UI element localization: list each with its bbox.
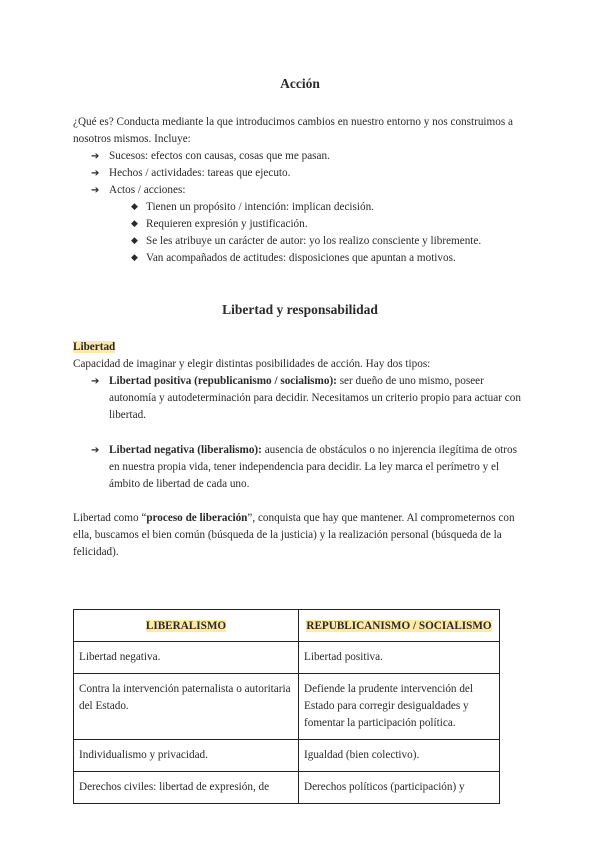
table-cell: Derechos políticos (participación) y [299, 772, 500, 804]
diamond-bullet-icon: ◆ [131, 219, 138, 229]
table-cell: Libertad positiva. [299, 642, 500, 674]
libertad-closing: Libertad como “proceso de liberación”, conquista que hay que mantener. Al comprometernos con ella, buscamos el bien común (búsqueda de la justicia) y la realización personal (búsqueda de la felicidad). [73, 512, 515, 558]
table-cell: Defiende la prudente intervención del Estado para corregir desigualdades y fomentar la participación política. [299, 674, 500, 740]
list-item: ➔ Actos / acciones: [91, 182, 528, 199]
list-item: ◆ Se les atribuye un carácter de autor: yo los realizo consciente y libremente. [131, 233, 531, 250]
libertad-intro: Capacidad de imaginar y elegir distintas posibilidades de acción. Hay dos tipos: [73, 358, 431, 370]
actos-sublist [131, 199, 531, 267]
list-item: ◆ Van acompañados de actitudes: disposiciones que apuntan a motivos. [131, 250, 531, 267]
arrow-right-icon: ➔ [91, 185, 100, 196]
list-item: ◆ Tienen un propósito / intención: implican decisión. [131, 199, 531, 216]
table-cell: Derechos civiles: libertad de expresión, de [74, 772, 299, 804]
diamond-bullet-icon: ◆ [131, 202, 138, 212]
accion-intro: ¿Qué es? Conducta mediante la que introducimos cambios en nuestro entorno y nos construimos a nosotros mismos. Incluye: [73, 116, 513, 145]
section-title-libertad: Libertad y responsabilidad [222, 302, 378, 317]
arrow-right-icon: ➔ [91, 376, 100, 387]
header-republicanismo: REPUBLICANISMO / SOCIALISMO [299, 610, 500, 642]
arrow-right-icon: ➔ [91, 445, 100, 456]
table-cell: Igualdad (bien colectivo). [299, 740, 500, 772]
libertad-subheading: Libertad [73, 341, 116, 353]
list-item: ➔ Libertad negativa (liberalismo): ausencia de obstáculos o no injerencia ilegítima de otros en nuestra propia vida, tener independencia para decidir. La ley marca el perímetro y el ámbito de libertad de cada uno. [91, 444, 517, 490]
libertad-negativa-item [91, 442, 528, 493]
arrow-right-icon: ➔ [91, 168, 100, 179]
table-cell: Libertad negativa. [74, 642, 299, 674]
section-title-accion: Acción [280, 76, 320, 91]
list-item: ➔ Sucesos: efectos con causas, cosas que me pasan. [91, 148, 528, 165]
accion-list [91, 148, 528, 199]
table-cell: Individualismo y privacidad. [74, 740, 299, 772]
table-row [74, 740, 500, 772]
libertad-positiva-item [91, 373, 528, 424]
header-liberalismo: LIBERALISMO [74, 610, 299, 642]
list-item: ◆ Requieren expresión y justificación. [131, 216, 531, 233]
table-header-row [74, 610, 500, 642]
table-row [74, 642, 500, 674]
arrow-right-icon: ➔ [91, 151, 100, 162]
table-row [74, 674, 500, 740]
comparison-table [73, 609, 500, 804]
table-row [74, 772, 500, 804]
diamond-bullet-icon: ◆ [131, 253, 138, 263]
list-item: ➔ Hechos / actividades: tareas que ejecuto. [91, 165, 528, 182]
table-cell: Contra la intervención paternalista o autoritaria del Estado. [74, 674, 299, 740]
diamond-bullet-icon: ◆ [131, 236, 138, 246]
list-item: ➔ Libertad positiva (republicanismo / socialismo): ser dueño de uno mismo, poseer autonomía y autodeterminación para decidir. Necesitamos un criterio propio para actuar con libertad. [91, 375, 521, 421]
